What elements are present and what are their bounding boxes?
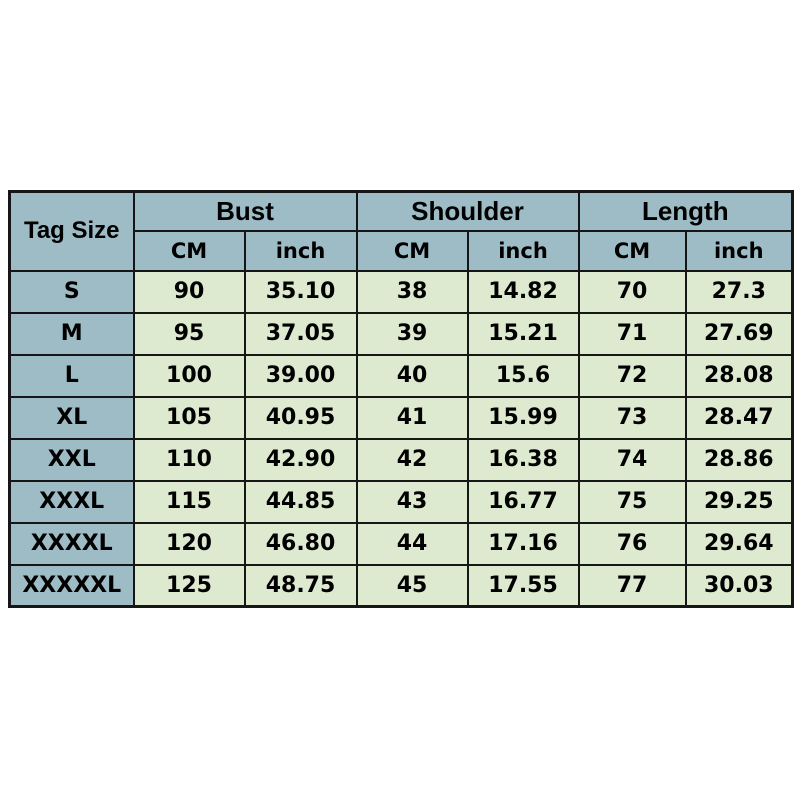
table-row <box>10 439 793 481</box>
length-inch-value: 29.64 <box>686 523 793 565</box>
shoulder-inch-value: 17.55 <box>468 565 579 607</box>
length-cm-value: 76 <box>579 523 686 565</box>
unit-header-bust-cm: CM <box>134 231 245 271</box>
bust-inch-value: 44.85 <box>245 481 357 523</box>
row-size-label: XXL <box>10 439 134 481</box>
unit-header-shoulder-inch: inch <box>468 231 579 271</box>
row-size-label: XXXXL <box>10 523 134 565</box>
shoulder-inch-value: 16.77 <box>468 481 579 523</box>
length-cm-value: 73 <box>579 397 686 439</box>
bust-inch-value: 46.80 <box>245 523 357 565</box>
group-header-length: Length <box>579 192 793 231</box>
shoulder-inch-value: 16.38 <box>468 439 579 481</box>
bust-cm-value: 125 <box>134 565 245 607</box>
shoulder-cm-value: 39 <box>357 313 468 355</box>
length-inch-value: 29.25 <box>686 481 793 523</box>
length-inch-value: 28.08 <box>686 355 793 397</box>
shoulder-inch-value: 17.16 <box>468 523 579 565</box>
bust-cm-value: 115 <box>134 481 245 523</box>
group-header-row <box>10 192 793 231</box>
length-cm-value: 77 <box>579 565 686 607</box>
shoulder-inch-value: 15.99 <box>468 397 579 439</box>
length-inch-value: 27.69 <box>686 313 793 355</box>
row-size-label: L <box>10 355 134 397</box>
table-row <box>10 271 793 313</box>
bust-cm-value: 100 <box>134 355 245 397</box>
bust-inch-value: 39.00 <box>245 355 357 397</box>
shoulder-cm-value: 43 <box>357 481 468 523</box>
bust-inch-value: 37.05 <box>245 313 357 355</box>
length-inch-value: 28.86 <box>686 439 793 481</box>
bust-inch-value: 40.95 <box>245 397 357 439</box>
bust-inch-value: 35.10 <box>245 271 357 313</box>
unit-header-shoulder-cm: CM <box>357 231 468 271</box>
shoulder-inch-value: 15.6 <box>468 355 579 397</box>
shoulder-cm-value: 45 <box>357 565 468 607</box>
bust-cm-value: 95 <box>134 313 245 355</box>
table-row <box>10 565 793 607</box>
row-size-label: XXXL <box>10 481 134 523</box>
bust-cm-value: 90 <box>134 271 245 313</box>
bust-cm-value: 110 <box>134 439 245 481</box>
row-size-label: S <box>10 271 134 313</box>
length-cm-value: 74 <box>579 439 686 481</box>
shoulder-inch-value: 15.21 <box>468 313 579 355</box>
bust-cm-value: 120 <box>134 523 245 565</box>
table-row <box>10 481 793 523</box>
unit-header-length-inch: inch <box>686 231 793 271</box>
size-chart-table <box>8 190 794 608</box>
length-inch-value: 30.03 <box>686 565 793 607</box>
unit-header-bust-inch: inch <box>245 231 357 271</box>
table-row <box>10 523 793 565</box>
shoulder-cm-value: 40 <box>357 355 468 397</box>
table-row <box>10 313 793 355</box>
length-cm-value: 71 <box>579 313 686 355</box>
bust-inch-value: 42.90 <box>245 439 357 481</box>
shoulder-cm-value: 41 <box>357 397 468 439</box>
row-size-label: M <box>10 313 134 355</box>
unit-header-length-cm: CM <box>579 231 686 271</box>
corner-header-tag-size: Tag Size <box>10 192 134 271</box>
shoulder-cm-value: 44 <box>357 523 468 565</box>
length-inch-value: 28.47 <box>686 397 793 439</box>
row-size-label: XXXXXL <box>10 565 134 607</box>
shoulder-inch-value: 14.82 <box>468 271 579 313</box>
length-cm-value: 72 <box>579 355 686 397</box>
shoulder-cm-value: 38 <box>357 271 468 313</box>
length-cm-value: 75 <box>579 481 686 523</box>
group-header-shoulder: Shoulder <box>357 192 579 231</box>
length-inch-value: 27.3 <box>686 271 793 313</box>
table-row <box>10 355 793 397</box>
row-size-label: XL <box>10 397 134 439</box>
length-cm-value: 70 <box>579 271 686 313</box>
bust-cm-value: 105 <box>134 397 245 439</box>
bust-inch-value: 48.75 <box>245 565 357 607</box>
group-header-bust: Bust <box>134 192 357 231</box>
table-row <box>10 397 793 439</box>
shoulder-cm-value: 42 <box>357 439 468 481</box>
